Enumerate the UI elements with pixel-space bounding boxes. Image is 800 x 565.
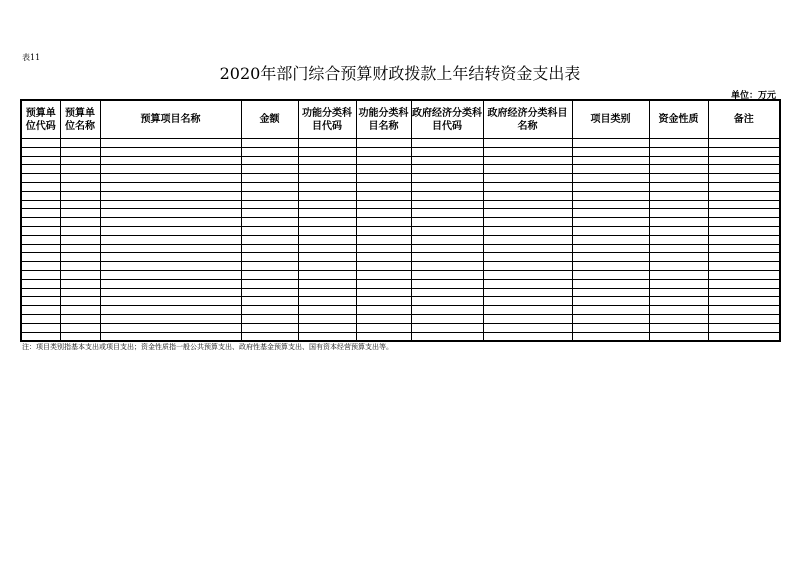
table-cell bbox=[100, 279, 241, 288]
table-cell bbox=[298, 314, 356, 323]
col-header-project-type: 项目类别 bbox=[572, 100, 649, 139]
table-cell bbox=[100, 147, 241, 156]
table-cell bbox=[483, 314, 572, 323]
table-cell bbox=[572, 244, 649, 253]
table-cell bbox=[241, 200, 298, 209]
table-cell bbox=[21, 279, 60, 288]
table-cell bbox=[572, 218, 649, 227]
table-cell bbox=[100, 226, 241, 235]
table-cell bbox=[411, 218, 483, 227]
table-cell bbox=[483, 209, 572, 218]
table-cell bbox=[100, 262, 241, 271]
table-cell bbox=[298, 191, 356, 200]
table-cell bbox=[356, 209, 411, 218]
table-cell bbox=[649, 279, 708, 288]
table-cell bbox=[708, 200, 780, 209]
table-cell bbox=[649, 218, 708, 227]
table-cell bbox=[241, 218, 298, 227]
table-cell bbox=[708, 279, 780, 288]
table-cell bbox=[356, 156, 411, 165]
table-row bbox=[21, 279, 780, 288]
table-row bbox=[21, 226, 780, 235]
table-cell bbox=[411, 235, 483, 244]
table-cell bbox=[649, 165, 708, 174]
table-cell bbox=[649, 297, 708, 306]
table-cell bbox=[100, 139, 241, 148]
table-cell bbox=[411, 191, 483, 200]
table-number: 表11 bbox=[22, 53, 41, 62]
table-cell bbox=[356, 218, 411, 227]
table-cell bbox=[572, 235, 649, 244]
table-cell bbox=[21, 139, 60, 148]
table-cell bbox=[483, 226, 572, 235]
table-cell bbox=[411, 139, 483, 148]
table-cell bbox=[60, 288, 100, 297]
table-cell bbox=[708, 262, 780, 271]
table-cell bbox=[298, 218, 356, 227]
table-cell bbox=[649, 209, 708, 218]
table-cell bbox=[21, 244, 60, 253]
table-row bbox=[21, 262, 780, 271]
table-cell bbox=[572, 270, 649, 279]
table-cell bbox=[356, 174, 411, 183]
table-cell bbox=[708, 174, 780, 183]
table-cell bbox=[356, 253, 411, 262]
table-cell bbox=[100, 244, 241, 253]
unit-label: 单位：万元 bbox=[730, 91, 776, 101]
table-cell bbox=[411, 182, 483, 191]
table-cell bbox=[100, 270, 241, 279]
table-cell bbox=[100, 165, 241, 174]
table-cell bbox=[21, 209, 60, 218]
table-cell bbox=[21, 262, 60, 271]
table-cell bbox=[483, 270, 572, 279]
table-cell bbox=[708, 226, 780, 235]
table-cell bbox=[649, 226, 708, 235]
table-row bbox=[21, 288, 780, 297]
table-cell bbox=[411, 226, 483, 235]
table-cell bbox=[411, 156, 483, 165]
table-cell bbox=[298, 235, 356, 244]
table-cell bbox=[483, 139, 572, 148]
table-cell bbox=[483, 235, 572, 244]
table-cell bbox=[298, 332, 356, 341]
table-cell bbox=[100, 209, 241, 218]
table-row bbox=[21, 297, 780, 306]
table-cell bbox=[241, 288, 298, 297]
table-cell bbox=[649, 306, 708, 315]
table-row bbox=[21, 253, 780, 262]
table-cell bbox=[356, 288, 411, 297]
table-cell bbox=[298, 306, 356, 315]
table-cell bbox=[100, 235, 241, 244]
table-cell bbox=[298, 174, 356, 183]
table-cell bbox=[411, 174, 483, 183]
table-cell bbox=[649, 191, 708, 200]
table-cell bbox=[241, 174, 298, 183]
table-cell bbox=[60, 314, 100, 323]
table-row bbox=[21, 165, 780, 174]
table-cell bbox=[21, 165, 60, 174]
table-cell bbox=[649, 200, 708, 209]
table-cell bbox=[572, 147, 649, 156]
table-cell bbox=[298, 147, 356, 156]
table-cell bbox=[60, 332, 100, 341]
table-cell bbox=[708, 139, 780, 148]
table-cell bbox=[483, 332, 572, 341]
table-cell bbox=[298, 209, 356, 218]
table-cell bbox=[298, 253, 356, 262]
table-cell bbox=[60, 244, 100, 253]
table-cell bbox=[60, 182, 100, 191]
table-cell bbox=[483, 156, 572, 165]
table-cell bbox=[708, 235, 780, 244]
table-cell bbox=[21, 297, 60, 306]
table-cell bbox=[298, 156, 356, 165]
table-cell bbox=[100, 174, 241, 183]
table-cell bbox=[21, 191, 60, 200]
table-cell bbox=[708, 297, 780, 306]
table-cell bbox=[483, 174, 572, 183]
table-cell bbox=[356, 314, 411, 323]
table-cell bbox=[241, 244, 298, 253]
table-cell bbox=[708, 314, 780, 323]
table-cell bbox=[356, 191, 411, 200]
table-cell bbox=[572, 174, 649, 183]
table-cell bbox=[241, 209, 298, 218]
table-cell bbox=[649, 139, 708, 148]
table-cell bbox=[356, 332, 411, 341]
table-cell bbox=[411, 332, 483, 341]
col-header-econ-name: 政府经济分类科目名称 bbox=[483, 100, 572, 139]
table-cell bbox=[21, 306, 60, 315]
table-cell bbox=[241, 182, 298, 191]
table-cell bbox=[649, 270, 708, 279]
table-row bbox=[21, 323, 780, 332]
table-cell bbox=[60, 270, 100, 279]
col-header-func-code: 功能分类科目代码 bbox=[298, 100, 356, 139]
table-cell bbox=[100, 191, 241, 200]
table-cell bbox=[572, 200, 649, 209]
table-cell bbox=[60, 253, 100, 262]
table-cell bbox=[483, 306, 572, 315]
table-cell bbox=[411, 279, 483, 288]
table-cell bbox=[21, 253, 60, 262]
table-cell bbox=[411, 270, 483, 279]
table-cell bbox=[100, 323, 241, 332]
table-cell bbox=[572, 139, 649, 148]
table-cell bbox=[100, 218, 241, 227]
footnote: 注：项目类别指基本支出或项目支出；资金性质指一般公共预算支出、政府性基金预算支出、国有资本经营预算支出等。 bbox=[22, 343, 393, 351]
table-cell bbox=[21, 323, 60, 332]
table-header-row bbox=[21, 100, 780, 139]
table-row bbox=[21, 218, 780, 227]
table-row bbox=[21, 332, 780, 341]
table-cell bbox=[241, 165, 298, 174]
table-cell bbox=[241, 226, 298, 235]
table-cell bbox=[572, 314, 649, 323]
table-cell bbox=[649, 244, 708, 253]
table-cell bbox=[60, 191, 100, 200]
table-cell bbox=[298, 297, 356, 306]
table-cell bbox=[241, 279, 298, 288]
table-cell bbox=[649, 156, 708, 165]
table-cell bbox=[572, 209, 649, 218]
table-cell bbox=[411, 253, 483, 262]
table-cell bbox=[649, 262, 708, 271]
table-cell bbox=[100, 253, 241, 262]
budget-table bbox=[20, 99, 781, 342]
table-cell bbox=[60, 235, 100, 244]
table-cell bbox=[241, 306, 298, 315]
table-cell bbox=[411, 323, 483, 332]
table-cell bbox=[483, 323, 572, 332]
table-cell bbox=[100, 297, 241, 306]
table-cell bbox=[241, 156, 298, 165]
col-header-unit-code: 预算单位代码 bbox=[21, 100, 60, 139]
table-cell bbox=[483, 182, 572, 191]
table-cell bbox=[60, 174, 100, 183]
table-cell bbox=[21, 270, 60, 279]
table-cell bbox=[356, 297, 411, 306]
table-cell bbox=[649, 288, 708, 297]
table-cell bbox=[411, 297, 483, 306]
table-cell bbox=[60, 226, 100, 235]
table-cell bbox=[708, 147, 780, 156]
table-cell bbox=[708, 182, 780, 191]
table-cell bbox=[483, 288, 572, 297]
table-cell bbox=[572, 262, 649, 271]
table-cell bbox=[60, 209, 100, 218]
table-row bbox=[21, 191, 780, 200]
table-row bbox=[21, 147, 780, 156]
table-cell bbox=[298, 226, 356, 235]
table-cell bbox=[241, 191, 298, 200]
table-cell bbox=[649, 253, 708, 262]
table-row bbox=[21, 270, 780, 279]
table-cell bbox=[483, 262, 572, 271]
table-row bbox=[21, 174, 780, 183]
table-cell bbox=[649, 235, 708, 244]
table-cell bbox=[649, 174, 708, 183]
table-cell bbox=[708, 156, 780, 165]
table-cell bbox=[356, 200, 411, 209]
table-cell bbox=[708, 165, 780, 174]
table-cell bbox=[356, 182, 411, 191]
table-cell bbox=[241, 235, 298, 244]
table-cell bbox=[298, 323, 356, 332]
table-cell bbox=[21, 332, 60, 341]
table-cell bbox=[411, 209, 483, 218]
table-row bbox=[21, 314, 780, 323]
col-header-func-name: 功能分类科目名称 bbox=[356, 100, 411, 139]
table-cell bbox=[21, 235, 60, 244]
table-cell bbox=[60, 306, 100, 315]
table-cell bbox=[708, 253, 780, 262]
col-header-fund-nature: 资金性质 bbox=[649, 100, 708, 139]
col-header-remarks: 备注 bbox=[708, 100, 780, 139]
table-cell bbox=[21, 200, 60, 209]
table-cell bbox=[356, 306, 411, 315]
table-cell bbox=[60, 165, 100, 174]
table-cell bbox=[483, 297, 572, 306]
table-cell bbox=[241, 270, 298, 279]
table-cell bbox=[298, 288, 356, 297]
table-cell bbox=[298, 200, 356, 209]
table-cell bbox=[649, 147, 708, 156]
table-cell bbox=[649, 314, 708, 323]
table-cell bbox=[411, 306, 483, 315]
table-cell bbox=[298, 165, 356, 174]
table-cell bbox=[572, 156, 649, 165]
table-cell bbox=[21, 218, 60, 227]
table-cell bbox=[241, 262, 298, 271]
table-row bbox=[21, 200, 780, 209]
page-title: 2020年部门综合预算财政拨款上年结转资金支出表 bbox=[219, 64, 581, 83]
table-row bbox=[21, 235, 780, 244]
table-row bbox=[21, 244, 780, 253]
table-cell bbox=[100, 314, 241, 323]
table-cell bbox=[483, 244, 572, 253]
table-cell bbox=[483, 279, 572, 288]
table-cell bbox=[21, 147, 60, 156]
table-cell bbox=[356, 147, 411, 156]
table-cell bbox=[483, 200, 572, 209]
table-cell bbox=[356, 279, 411, 288]
table-cell bbox=[21, 226, 60, 235]
table-cell bbox=[483, 191, 572, 200]
table-cell bbox=[708, 270, 780, 279]
table-cell bbox=[241, 323, 298, 332]
table-cell bbox=[708, 306, 780, 315]
table-cell bbox=[411, 244, 483, 253]
table-cell bbox=[411, 165, 483, 174]
table-cell bbox=[241, 139, 298, 148]
table-cell bbox=[708, 191, 780, 200]
col-header-project-name: 预算项目名称 bbox=[100, 100, 241, 139]
col-header-amount: 金额 bbox=[241, 100, 298, 139]
table-cell bbox=[100, 182, 241, 191]
table-cell bbox=[411, 262, 483, 271]
table-cell bbox=[60, 156, 100, 165]
table-cell bbox=[241, 253, 298, 262]
col-header-econ-code: 政府经济分类科目代码 bbox=[411, 100, 483, 139]
table-cell bbox=[483, 218, 572, 227]
table-cell bbox=[483, 165, 572, 174]
table-cell bbox=[298, 262, 356, 271]
table-cell bbox=[356, 244, 411, 253]
table-cell bbox=[356, 226, 411, 235]
table-cell bbox=[356, 165, 411, 174]
table-cell bbox=[100, 332, 241, 341]
table-cell bbox=[708, 244, 780, 253]
table-row bbox=[21, 209, 780, 218]
table-cell bbox=[356, 323, 411, 332]
table-cell bbox=[708, 323, 780, 332]
table-cell bbox=[21, 174, 60, 183]
table-cell bbox=[572, 191, 649, 200]
table-cell bbox=[60, 218, 100, 227]
table-cell bbox=[708, 288, 780, 297]
table-row bbox=[21, 182, 780, 191]
table-cell bbox=[60, 147, 100, 156]
table-cell bbox=[708, 332, 780, 341]
table-row bbox=[21, 139, 780, 148]
table-cell bbox=[298, 270, 356, 279]
table-cell bbox=[572, 165, 649, 174]
col-header-unit-name: 预算单位名称 bbox=[60, 100, 100, 139]
table-cell bbox=[572, 306, 649, 315]
table-cell bbox=[241, 147, 298, 156]
table-cell bbox=[572, 288, 649, 297]
table-cell bbox=[21, 288, 60, 297]
table-cell bbox=[60, 200, 100, 209]
table-cell bbox=[60, 297, 100, 306]
table-cell bbox=[572, 323, 649, 332]
table-cell bbox=[708, 218, 780, 227]
table-cell bbox=[483, 253, 572, 262]
table-cell bbox=[649, 332, 708, 341]
table-cell bbox=[356, 262, 411, 271]
table-cell bbox=[649, 182, 708, 191]
table-row bbox=[21, 306, 780, 315]
table-cell bbox=[483, 147, 572, 156]
table-cell bbox=[241, 297, 298, 306]
table-cell bbox=[60, 323, 100, 332]
table-cell bbox=[298, 279, 356, 288]
table-cell bbox=[298, 182, 356, 191]
table-cell bbox=[100, 288, 241, 297]
table-cell bbox=[21, 314, 60, 323]
table-cell bbox=[411, 200, 483, 209]
table-cell bbox=[241, 314, 298, 323]
table-cell bbox=[411, 314, 483, 323]
table-cell bbox=[60, 279, 100, 288]
table-cell bbox=[100, 156, 241, 165]
table-cell bbox=[572, 332, 649, 341]
table-cell bbox=[21, 182, 60, 191]
table-cell bbox=[21, 156, 60, 165]
table-cell bbox=[298, 139, 356, 148]
table-cell bbox=[572, 297, 649, 306]
table-cell bbox=[649, 323, 708, 332]
table-cell bbox=[411, 288, 483, 297]
table-cell bbox=[356, 270, 411, 279]
table-cell bbox=[241, 332, 298, 341]
table-cell bbox=[708, 209, 780, 218]
table-cell bbox=[572, 182, 649, 191]
table-cell bbox=[100, 306, 241, 315]
table-cell bbox=[60, 139, 100, 148]
table-cell bbox=[572, 279, 649, 288]
table-cell bbox=[572, 253, 649, 262]
table-cell bbox=[572, 226, 649, 235]
table-cell bbox=[356, 235, 411, 244]
table-cell bbox=[298, 244, 356, 253]
table-cell bbox=[60, 262, 100, 271]
table-cell bbox=[411, 147, 483, 156]
table-cell bbox=[356, 139, 411, 148]
table-cell bbox=[100, 200, 241, 209]
table-row bbox=[21, 156, 780, 165]
table-body bbox=[21, 139, 780, 342]
